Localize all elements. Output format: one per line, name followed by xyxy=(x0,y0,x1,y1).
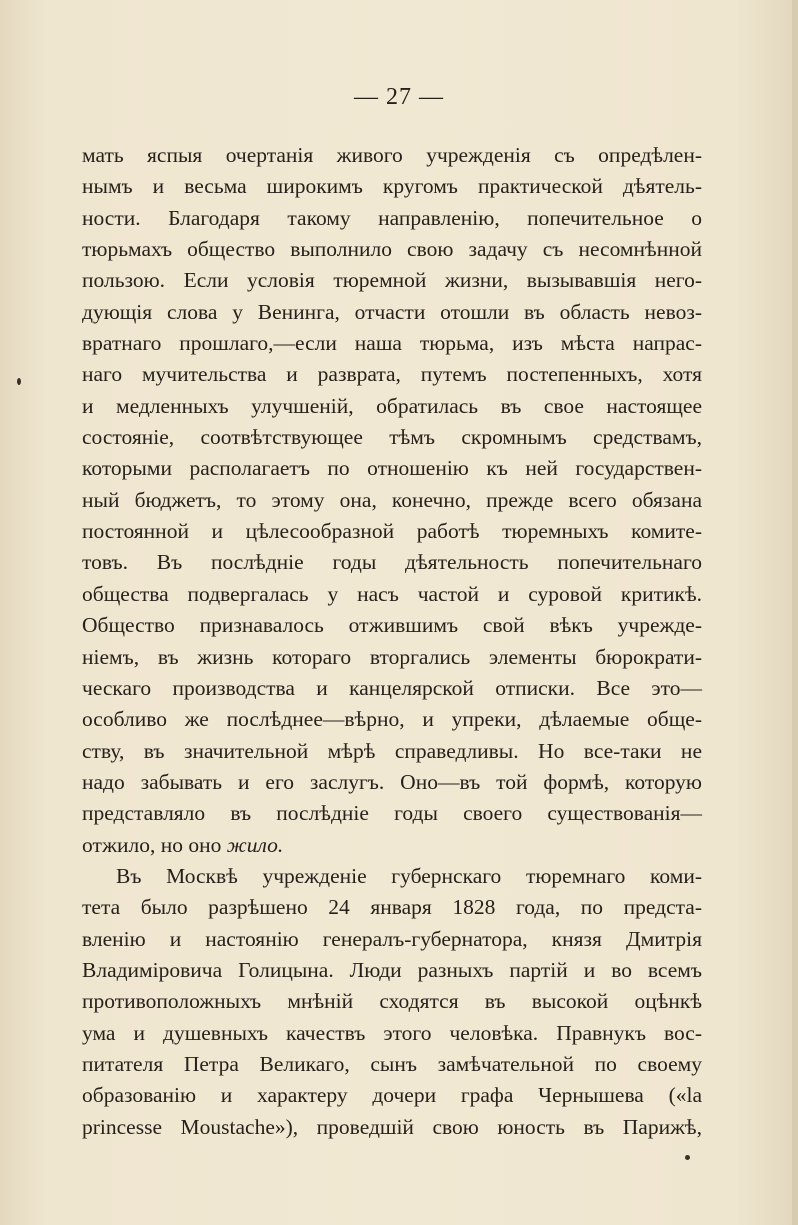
page-edge xyxy=(792,0,798,1225)
text-line: ума и душевныхъ качествъ этого человѣка. Правнукъ вос- xyxy=(82,1020,702,1045)
text-line: тета было разрѣшено 24 января 1828 года, по предста- xyxy=(82,895,702,920)
ink-speck xyxy=(685,1155,690,1160)
text-line: особливо же послѣднее—вѣрно, и упреки, дѣлаемые обще- xyxy=(82,707,702,732)
text-line: ности. Благодаря такому направленію, попечительное о xyxy=(82,205,702,230)
text-line: Общество признавалось отжившимъ свой вѣкъ учрежде- xyxy=(82,613,702,638)
text-line: состояніе, соотвѣтствующее тѣмъ скромнымъ средствамъ, xyxy=(82,425,702,450)
text-fragment: отжило, но оно xyxy=(82,832,222,857)
text-line: и медленныхъ улучшеній, обратилась въ свое настоящее xyxy=(82,393,702,418)
text-line: вленію и настоянію генералъ-губернатора, князя Дмитрія xyxy=(82,926,702,951)
text-line: тюрьмахъ общество выполнило свою задачу съ несомнѣнной xyxy=(82,237,702,262)
text-line: пользою. Если условія тюремной жизни, вызывавшія него- xyxy=(82,268,702,293)
text-line: общества подвергалась у насъ частой и суровой критикѣ. xyxy=(82,581,702,606)
italic-word: жило. xyxy=(226,832,284,857)
text-line: питателя Петра Великаго, сынъ замѣчательной по своему xyxy=(82,1051,702,1076)
paragraph-start-line: Въ Москвѣ учрежденіе губернскаго тюремнаго коми- xyxy=(116,863,702,888)
text-line: нымъ и весьма широкимъ кругомъ практической дѣятель- xyxy=(82,174,702,199)
text-line: которыми располагаетъ по отношенію къ ней государствен- xyxy=(82,456,702,481)
text-line: ству, въ значительной мѣрѣ справедливы. Но все-таки не xyxy=(82,738,702,763)
text-line: вратнаго прошлаго,—если наша тюрьма, изъ мѣста напрас- xyxy=(82,331,702,356)
page-number: — 27 — xyxy=(354,84,444,110)
text-line: представляло въ послѣдніе годы своего существованія— xyxy=(82,801,702,826)
paragraph-end-line xyxy=(82,830,702,861)
text-line: противоположныхъ мнѣній сходятся въ высокой оцѣнкѣ xyxy=(82,989,702,1014)
text-line: постоянной и цѣлесообразной работѣ тюремныхъ комите- xyxy=(82,519,702,544)
text-line: образованію и характеру дочери графа Чернышева («la xyxy=(82,1083,702,1108)
ink-speck xyxy=(17,378,21,385)
text-line: ніемъ, въ жизнь котораго вторгались элементы бюрократи- xyxy=(82,644,702,669)
text-line: Владиміровича Голицына. Люди разныхъ партій и во всемъ xyxy=(82,957,702,982)
text-line: ческаго производства и канцелярской отписки. Все это— xyxy=(82,675,702,700)
text-line: товъ. Въ послѣдніе годы дѣятельность попечительнаго xyxy=(82,550,702,575)
text-line: дующія слова у Венинга, отчасти отошли въ область невоз- xyxy=(82,299,702,324)
text-line: ный бюджетъ, то этому она, конечно, прежде всего обязана xyxy=(82,487,702,512)
text-line: princesse Moustache»), проведшій свою юность въ Парижѣ, xyxy=(82,1114,702,1139)
text-line: наго мучительства и разврата, путемъ постепенныхъ, хотя xyxy=(82,362,702,387)
page-text xyxy=(82,140,702,1143)
text-line: мать яспыя очертанія живого учрежденія съ опредѣлен- xyxy=(82,143,702,167)
text-line: надо забывать и его заслугъ. Оно—въ той формѣ, которую xyxy=(82,769,702,794)
